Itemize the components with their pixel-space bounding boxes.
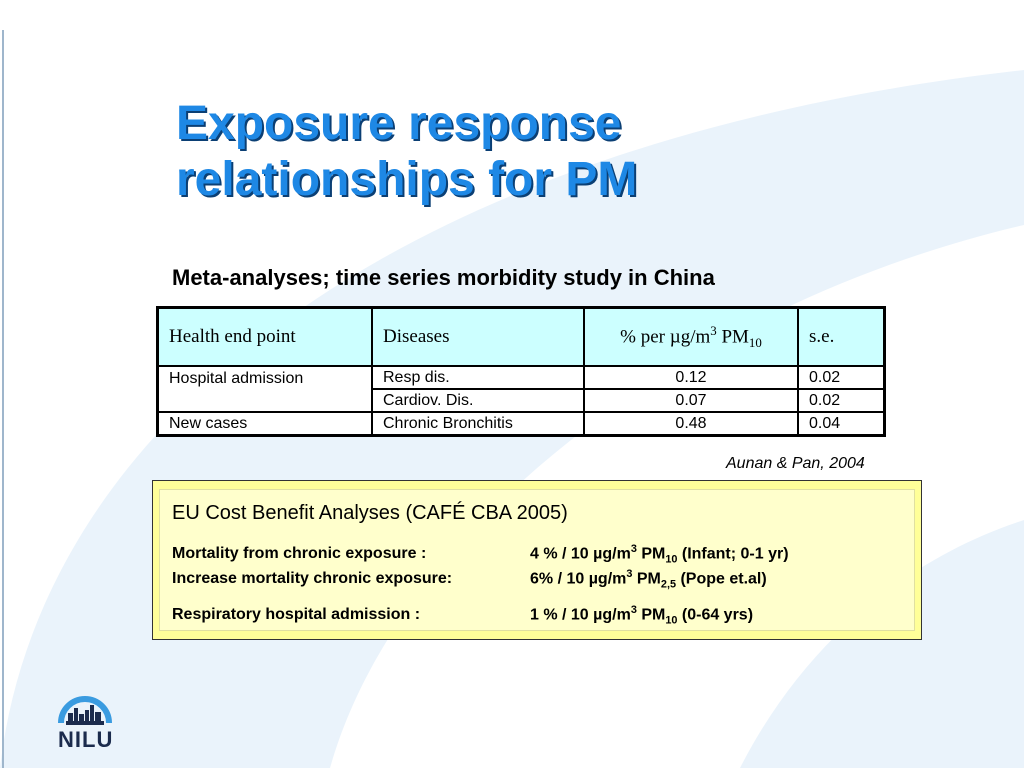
title-line-2: relationships for PM xyxy=(176,153,638,206)
header-percent: % per $\mu g/m^3$ $PM_{10}$ xyxy=(584,308,798,367)
eu-row-increase-mortality xyxy=(172,568,767,591)
header-se: s.e. xyxy=(798,308,885,367)
eu-row-value: 6% / 10 $\mu g/m^3$ $PM_{2,5}$ (Pope et.al) xyxy=(530,568,767,591)
nilu-city-arc-icon xyxy=(55,683,115,729)
nilu-logo-text: NILU xyxy=(58,727,114,752)
header-health-end-point: Health end point xyxy=(158,308,373,367)
cell-end-point: New cases xyxy=(158,412,373,436)
eu-row-value: 4 % / 10 $\mu g/m^3$ $PM_{10}$ (Infant; 0-1 yr) xyxy=(530,543,789,566)
left-edge-rule xyxy=(2,30,4,768)
cell-percent: 0.12 xyxy=(584,366,798,389)
eu-row-mortality xyxy=(172,543,789,566)
eu-row-label: Respiratory hospital admission : xyxy=(172,606,421,624)
slide-subtitle: Meta-analyses; time series morbidity study in China xyxy=(172,265,715,290)
eu-row-label: Increase mortality chronic exposure: xyxy=(172,570,453,588)
table-header-row xyxy=(158,308,885,367)
cell-se: 0.04 xyxy=(798,412,885,436)
eu-row-respiratory xyxy=(172,604,753,627)
eu-cba-inner xyxy=(159,489,915,631)
morbidity-table xyxy=(156,306,886,437)
cell-se: 0.02 xyxy=(798,366,885,389)
slide-title xyxy=(176,96,896,208)
eu-cba-box xyxy=(152,480,922,640)
cell-percent: 0.07 xyxy=(584,389,798,412)
header-diseases: Diseases xyxy=(372,308,584,367)
cell-disease: Chronic Bronchitis xyxy=(372,412,584,436)
eu-row-label: Mortality from chronic exposure : xyxy=(172,545,427,563)
cell-end-point: Hospital admission xyxy=(158,366,373,412)
eu-row-value: 1 % / 10 $\mu g/m^3$ $PM_{10}$ (0-64 yrs) xyxy=(530,604,754,627)
eu-cba-heading: EU Cost Benefit Analyses (CAFÉ CBA 2005) xyxy=(172,502,568,524)
citation: Aunan & Pan, 2004 xyxy=(726,455,865,472)
table-row xyxy=(158,412,885,436)
title-line-1: Exposure response xyxy=(176,97,622,150)
table-row xyxy=(158,366,885,389)
cell-se: 0.02 xyxy=(798,389,885,412)
cell-percent: 0.48 xyxy=(584,412,798,436)
cell-disease: Resp dis. xyxy=(372,366,584,389)
cell-disease: Cardiov. Dis. xyxy=(372,389,584,412)
